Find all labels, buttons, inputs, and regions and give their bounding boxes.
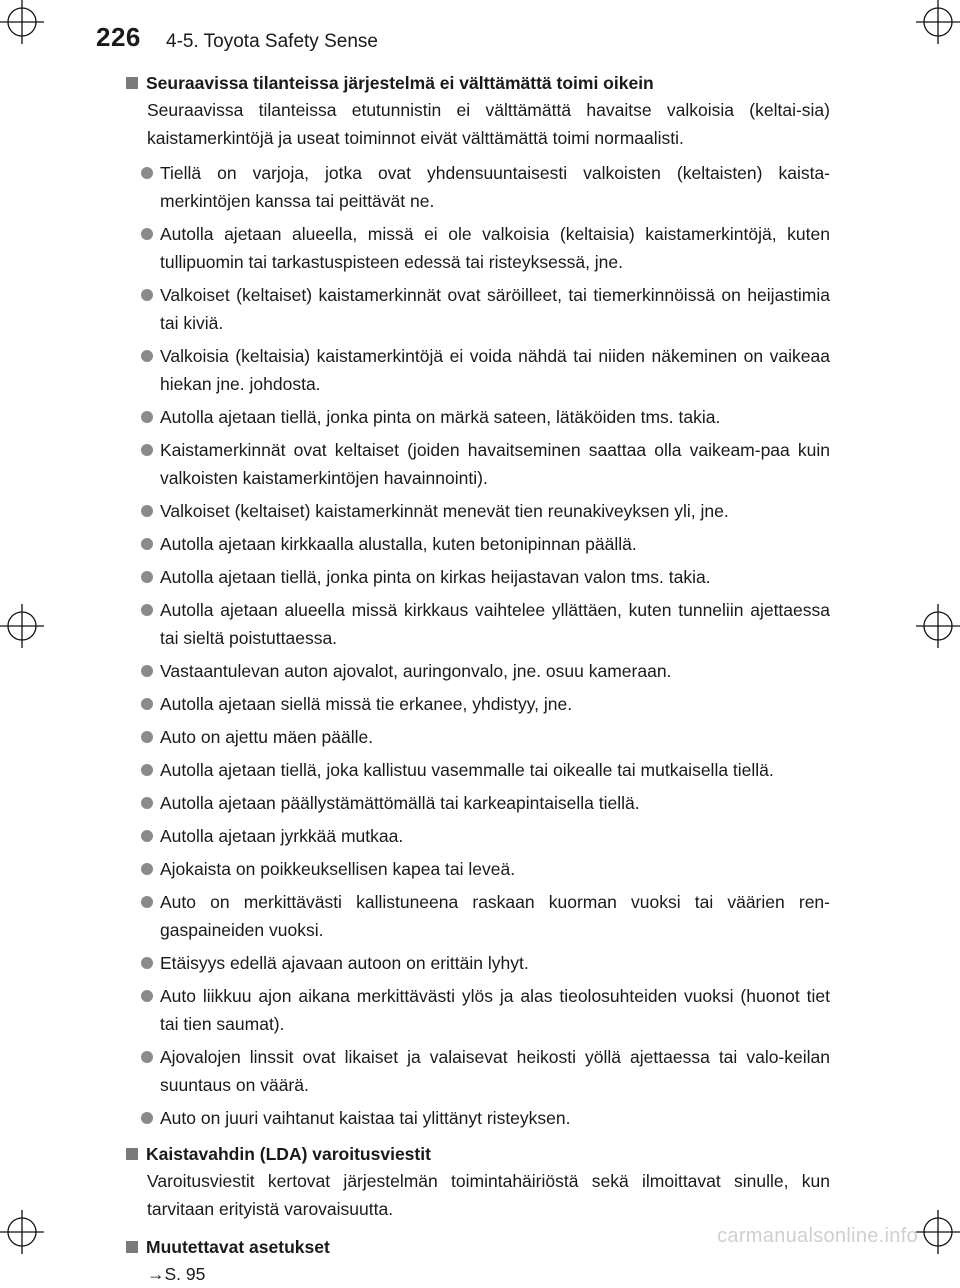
round-bullet-icon [141, 228, 153, 240]
round-bullet-icon [141, 444, 153, 456]
condition-text: Ajovalojen linssit ovat likaiset ja valaisevat heikosti yöllä ajettaessa tai valo-keilan suuntaus on väärä. [160, 1047, 830, 1095]
round-bullet-icon [141, 698, 153, 710]
condition-text: Auto on merkittävästi kallistuneena raskaan kuorman vuoksi tai väärien ren-gaspaineiden vuoksi. [160, 892, 830, 940]
condition-list-item [124, 220, 830, 276]
condition-list-item [124, 596, 830, 652]
condition-list-item [124, 690, 830, 718]
condition-list-item [124, 657, 830, 685]
condition-text: Kaistamerkinnät ovat keltaiset (joiden havaitseminen saattaa olla vaikeam-paa kuin valkoisten kaistamerkintöjen havainnointi). [160, 440, 830, 488]
condition-text: Auto liikkuu ajon aikana merkittävästi ylös ja alas tieolosuhteiden vuoksi (huonot tiet tai tien saumat). [160, 986, 830, 1034]
round-bullet-icon [141, 411, 153, 423]
heading-text: Seuraavissa tilanteissa järjestelmä ei välttämättä toimi oikein [146, 73, 654, 93]
crop-mark-bottom-left [0, 1194, 60, 1254]
condition-list-item [124, 281, 830, 337]
condition-text: Ajokaista on poikkeuksellisen kapea tai leveä. [160, 859, 516, 879]
condition-list-item [124, 159, 830, 215]
page-number: 226 [96, 22, 141, 52]
heading-text: Kaistavahdin (LDA) varoitusviestit [146, 1144, 431, 1164]
condition-text: Autolla ajetaan päällystämättömällä tai karkeapintaisella tiellä. [160, 793, 640, 813]
round-bullet-icon [141, 957, 153, 969]
section-heading-limitations [124, 70, 830, 96]
round-bullet-icon [141, 1112, 153, 1124]
round-bullet-icon [141, 538, 153, 550]
condition-text: Valkoisia (keltaisia) kaistamerkintöjä ei voida nähdä tai niiden näkeminen on vaikeaa hiekan jne. johdosta. [160, 346, 830, 394]
condition-list-item [124, 855, 830, 883]
crop-mark-mid-left [0, 596, 60, 656]
condition-list-item [124, 436, 830, 492]
condition-text: Tiellä on varjoja, jotka ovat yhdensuuntaisesti valkoisten (keltaisten) kaista-merkintöjen kanssa tai peittävät ne. [160, 163, 830, 211]
round-bullet-icon [141, 896, 153, 908]
round-bullet-icon [141, 764, 153, 776]
round-bullet-icon [141, 990, 153, 1002]
condition-list-item [124, 403, 830, 431]
round-bullet-icon [141, 731, 153, 743]
condition-list-item [124, 497, 830, 525]
crop-mark-top-left [0, 0, 60, 60]
condition-list-item [124, 1043, 830, 1099]
condition-text: Autolla ajetaan tiellä, jonka pinta on kirkas heijastavan valon tms. takia. [160, 567, 711, 587]
condition-text: Autolla ajetaan alueella missä kirkkaus vaihtelee yllättäen, kuten tunneliin ajettaessa tai sieltä poistuttaessa. [160, 600, 830, 648]
round-bullet-icon [141, 830, 153, 842]
watermark: carmanualsonline.info [717, 1225, 918, 1247]
condition-list-item [124, 723, 830, 751]
round-bullet-icon [141, 350, 153, 362]
intro-paragraph: Seuraavissa tilanteissa etutunnistin ei välttämättä havaitse valkoisia (keltai-sia) kaistamerkintöjä ja useat toiminnot eivät välttämättä toimi normaalisti. [147, 100, 830, 148]
crop-mark-top-right [900, 0, 960, 60]
square-bullet-icon [126, 77, 138, 89]
lda-messages-paragraph: Varoitusviestit kertovat järjestelmän toimintahäiriöstä sekä ilmoittavat sinulle, kun tarvitaan erityistä varovaisuutta. [147, 1171, 830, 1219]
round-bullet-icon [141, 863, 153, 875]
condition-list-item [124, 563, 830, 591]
condition-list-item [124, 756, 830, 784]
condition-list-item [124, 949, 830, 977]
section-heading-lda-messages [124, 1141, 830, 1167]
condition-text: Autolla ajetaan kirkkaalla alustalla, kuten betonipinnan päällä. [160, 534, 637, 554]
condition-text: Etäisyys edellä ajavaan autoon on erittäin lyhyt. [160, 953, 529, 973]
condition-list-item [124, 822, 830, 850]
round-bullet-icon [141, 289, 153, 301]
round-bullet-icon [141, 1051, 153, 1063]
condition-text: Autolla ajetaan siellä missä tie erkanee, yhdistyy, jne. [160, 694, 573, 714]
condition-list [124, 159, 830, 1132]
condition-list-item [124, 1104, 830, 1132]
round-bullet-icon [141, 665, 153, 677]
condition-text: Autolla ajetaan tiellä, joka kallistuu vasemmalle tai oikealle tai mutkaisella tiellä. [160, 760, 774, 780]
page-reference-link[interactable]: →S. 95 [147, 1264, 206, 1284]
condition-text: Vastaantulevan auton ajovalot, auringonvalo, jne. osuu kameraan. [160, 661, 672, 681]
condition-text: Valkoiset (keltaiset) kaistamerkinnät ovat säröilleet, tai tiemerkinnöissä on heijastimia tai kiviä. [160, 285, 830, 333]
round-bullet-icon [141, 797, 153, 809]
condition-text: Valkoiset (keltaiset) kaistamerkinnät menevät tien reunakiveyksen yli, jne. [160, 501, 729, 521]
condition-list-item [124, 888, 830, 944]
square-bullet-icon [126, 1241, 138, 1253]
section-title: 4-5. Toyota Safety Sense [166, 31, 378, 52]
condition-text: Autolla ajetaan tiellä, jonka pinta on märkä sateen, lätäköiden tms. takia. [160, 407, 721, 427]
condition-text: Auto on juuri vaihtanut kaistaa tai ylittänyt risteyksen. [160, 1108, 571, 1128]
condition-list-item [124, 982, 830, 1038]
condition-text: Autolla ajetaan alueella, missä ei ole valkoisia (keltaisia) kaistamerkintöjä, kuten tullipuomin tai tarkastuspisteen edessä tai risteyksessä, jne. [160, 224, 830, 272]
condition-list-item [124, 789, 830, 817]
square-bullet-icon [126, 1148, 138, 1160]
condition-text: Autolla ajetaan jyrkkää mutkaa. [160, 826, 404, 846]
heading-text: Muutettavat asetukset [146, 1237, 330, 1257]
page-content [124, 70, 830, 1288]
condition-list-item [124, 530, 830, 558]
round-bullet-icon [141, 571, 153, 583]
round-bullet-icon [141, 167, 153, 179]
condition-text: Auto on ajettu mäen päälle. [160, 727, 374, 747]
round-bullet-icon [141, 604, 153, 616]
round-bullet-icon [141, 505, 153, 517]
crop-mark-mid-right [900, 596, 960, 656]
condition-list-item [124, 342, 830, 398]
